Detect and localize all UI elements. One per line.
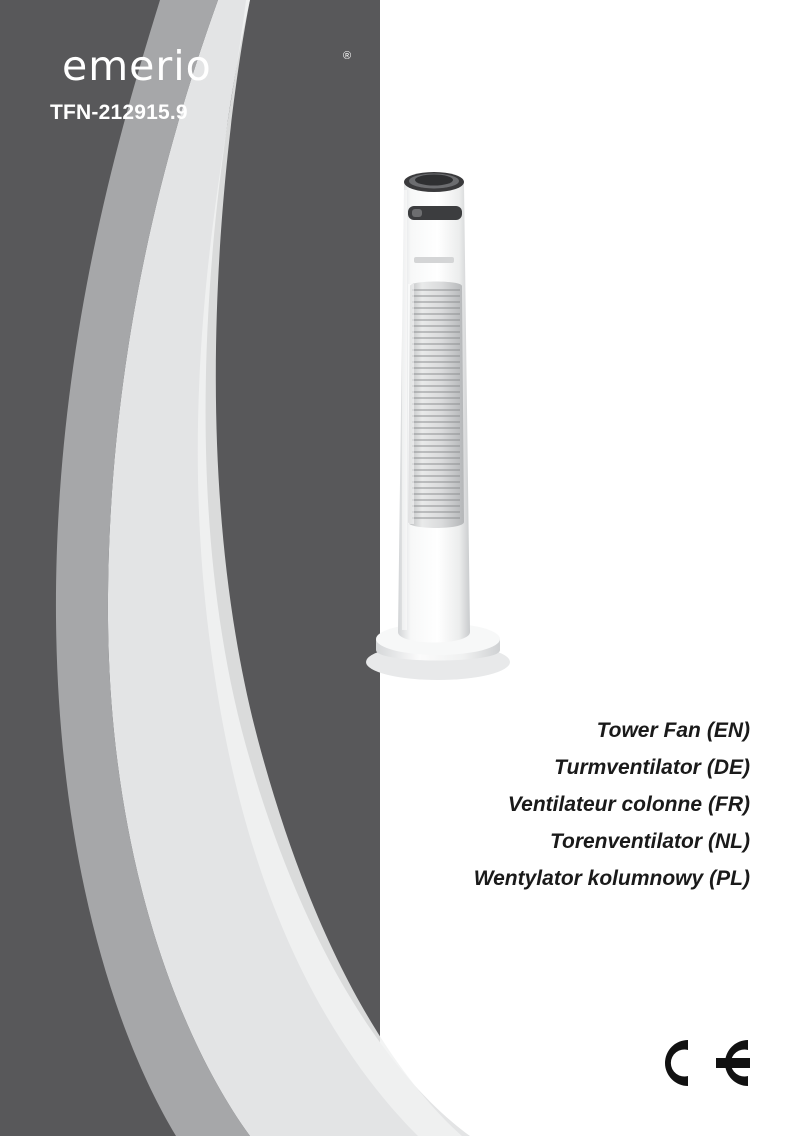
brand-logo	[62, 42, 362, 90]
brand-logo-text: emerio	[62, 42, 212, 90]
title-line-pl	[290, 860, 750, 897]
title-line-nl	[290, 823, 750, 860]
ce-mark-icon	[644, 1032, 754, 1094]
title-line-de	[290, 749, 750, 786]
title-lang-de: (DE)	[706, 756, 750, 779]
title-lang-nl: (NL)	[708, 830, 750, 853]
registered-trademark-icon: ®	[343, 50, 352, 62]
title-line-en	[290, 712, 750, 749]
title-name-fr: Ventilateur colonne	[507, 793, 703, 816]
title-name-en: Tower Fan	[596, 719, 701, 742]
title-line-fr	[290, 786, 750, 823]
product-title-list	[290, 712, 750, 897]
title-name-pl: Wentylator kolumnowy	[473, 867, 704, 890]
title-name-nl: Torenventilator	[549, 830, 703, 853]
title-name-de: Turmventilator	[554, 756, 701, 779]
title-lang-fr: (FR)	[708, 793, 750, 816]
title-lang-pl: (PL)	[709, 867, 750, 890]
title-lang-en: (EN)	[706, 719, 750, 742]
tower-fan-product-photo	[350, 150, 530, 680]
model-number: TFN-212915.9	[50, 101, 188, 124]
